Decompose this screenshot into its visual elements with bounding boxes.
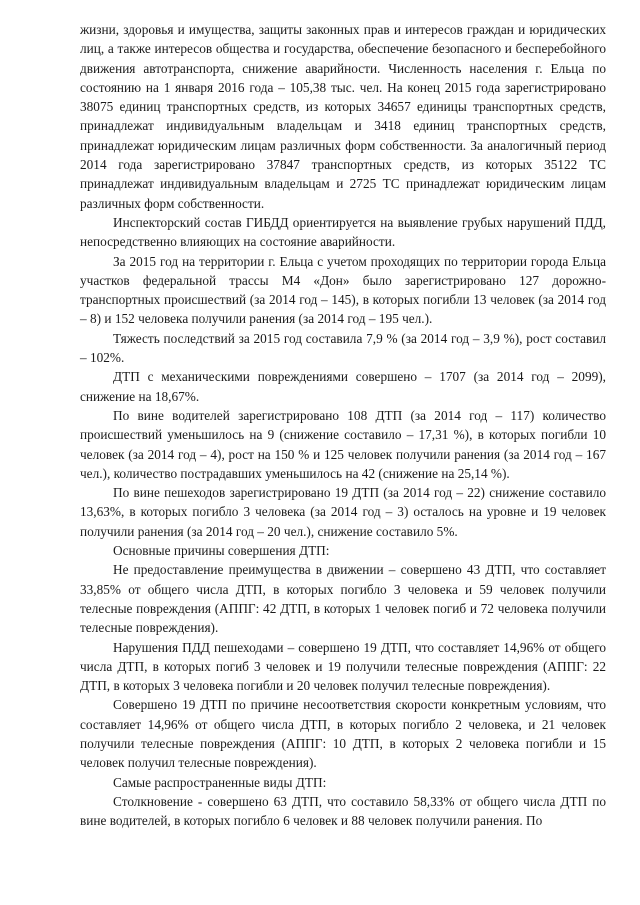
section-heading: Основные причины совершения ДТП: bbox=[113, 543, 330, 559]
paragraph: Инспекторский состав ГИБДД ориентируется на выявление грубых нарушений ПДД, непосредственно влияющих на состояние аварийности. bbox=[80, 214, 606, 250]
paragraph: По вине пешеходов зарегистрировано 19 ДТП (за 2014 год – 22) снижение составило 13,63%, в которых погибло 3 человека (за 2014 год – 3) осталось на уровне и 19 человек получили ранения (за 2014 год – 20 чел.), снижение составило 5%. bbox=[80, 485, 606, 539]
paragraph: За 2015 год на территории г. Ельца с учетом проходящих по территории города Ельца участков федеральной трассы М4 «Дон» было зарегистрировано 127 дорожно-транспортных происшествий (за 2014 год – 145), в которых погибли 13 человек (за 2014 год – 8) и 152 человека получили ранения (за 2014 год – 195 чел.). bbox=[80, 253, 606, 327]
paragraph: По вине водителей зарегистрировано 108 ДТП (за 2014 год – 117) количество происшествий уменьшилось на 9 (снижение составило – 17,31 %), в которых погибли 10 человек (за 2014 год – 4), рост на 150 % и 125 человек получили ранения (за 2014 год – 167 чел.), количество пострадавших уменьшилось на 42 (снижение на 25,14 %). bbox=[80, 407, 606, 481]
paragraph: Нарушения ПДД пешеходами – совершено 19 ДТП, что составляет 14,96% от общего числа ДТП, в которых погиб 3 человек и 19 получили телесные повреждения (АППГ: 22 ДТП, в которых 3 человека погибли и 20 человек получил телесные повреждения). bbox=[80, 639, 606, 694]
paragraph: Тяжесть последствий за 2015 год составила 7,9 % (за 2014 год – 3,9 %), рост составил – 102%. bbox=[80, 330, 606, 366]
paragraph: Не предоставление преимущества в движении – совершено 43 ДТП, что составляет 33,85% от общего числа ДТП, в которых погибло 3 человека и 59 человек получили телесные повреждения (АППГ: 42 ДТП, в которых 1 человек погиб и 72 человека получили телесные повреждения). bbox=[80, 562, 606, 636]
document-page bbox=[80, 20, 606, 830]
paragraph: ДТП с механическими повреждениями совершено – 1707 (за 2014 год – 2099), снижение на 18,67%. bbox=[80, 369, 606, 404]
section-heading: Самые распространенные виды ДТП: bbox=[113, 774, 327, 790]
paragraph: Совершено 19 ДТП по причине несоответствия скорости конкретным условиям, что составляет 14,96% от общего числа ДТП, в которых погибло 2 человека, и 21 человек получили телесные повреждения (АППГ: 10 ДТП, в которых 2 человека погибли и 15 человек получил телесные повреждения). bbox=[80, 697, 606, 771]
paragraph: Столкновение - совершено 63 ДТП, что составило 58,33% от общего числа ДТП по вине водителей, в которых погибло 6 человек и 88 человек получили ранения. По bbox=[80, 793, 606, 829]
paragraph: жизни, здоровья и имущества, защиты законных прав и интересов граждан и юридических лиц, а также интересов общества и государства, обеспечение безопасного и бесперебойного движения автотранспорта, снижение аварийности. Численность населения г. Ельца по состоянию на 1 января 2016 года – 105,38 тыс. чел. На конец 2015 года зарегистрировано 38075 единиц транспортных средств, из которых 34657 единицы транспортных средств, принадлежат индивидуальным владельцам и 3418 единиц транспортных средств, принадлежат юридическим лицам различных форм собственности. За аналогичный период 2014 года зарегистрировано 37847 транспортных средств, из которых 35122 ТС принадлежат индивидуальным владельцам и 2725 ТС принадлежат юридическим лицам различных форм собственности. bbox=[80, 22, 606, 211]
